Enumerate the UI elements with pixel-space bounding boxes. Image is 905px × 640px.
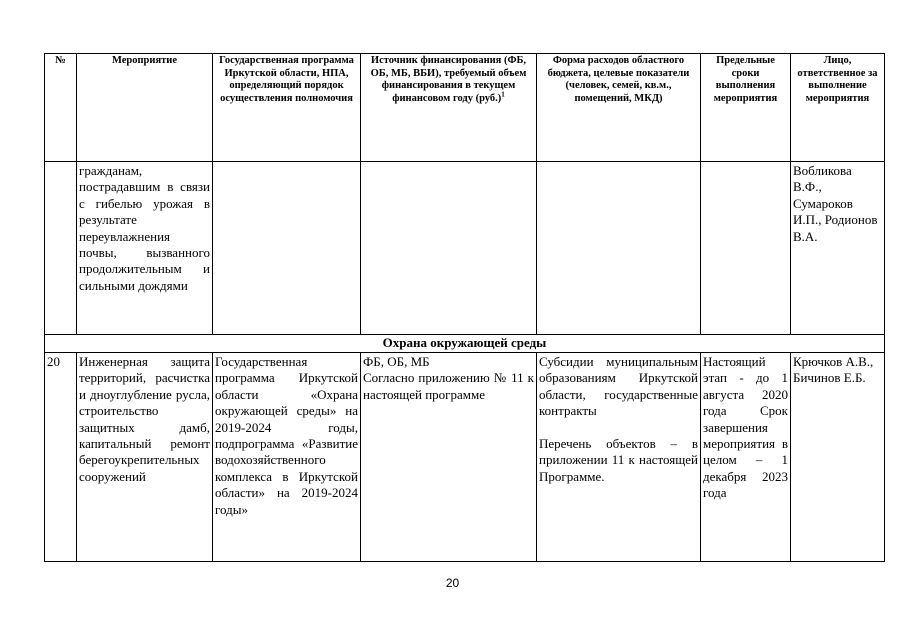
cell-number: 20 [45, 353, 77, 562]
header-funding-text: Источник финансирования (ФБ, ОБ, МБ, ВБИ), требуемый объем финансирования в текущем финансовом году (руб.) [370, 55, 527, 104]
cell-number [45, 162, 77, 335]
cell-form [537, 162, 701, 335]
header-person: Лицо, ответственное за выполнение мероприятия [791, 54, 885, 162]
table-row [45, 162, 885, 335]
header-event: Мероприятие [77, 54, 213, 162]
header-deadline: Предельные сроки выполнения мероприятия [701, 54, 791, 162]
cell-event: Инженерная защита территорий, расчистка и дноуглубление русла, строительство защитных дамб, капитальный ремонт берегоукрепительных сооружений [77, 353, 213, 562]
section-title: Охрана окружающей среды [45, 335, 885, 353]
table-row [45, 353, 885, 562]
cell-deadline: Настоящий этап - до 1 августа 2020 года Срок завершения мероприятия в целом – 1 декабря 2023 года [701, 353, 791, 562]
cell-funding: ФБ, ОБ, МБ Согласно приложению № 11 к настоящей программе [361, 353, 537, 562]
section-row [45, 335, 885, 353]
cell-funding [361, 162, 537, 335]
header-form: Форма расходов областного бюджета, целевые показатели (человек, семей, кв.м., помещений, МКД) [537, 54, 701, 162]
header-funding [361, 54, 537, 162]
cell-person: Крючков А.В., Бичинов Е.Б. [791, 353, 885, 562]
header-program: Государственная программа Иркутской области, НПА, определяющий порядок осуществления полномочия [213, 54, 361, 162]
cell-form: Субсидии муниципальным образованиям Иркутской области, государственные контракты Перечень объектов – в приложении 11 к настоящей Программе. [537, 353, 701, 562]
cell-event: гражданам, пострадавшим в связи с гибелью урожая в результате переувлажнения почвы, вызванного продолжительным и сильными дождями [77, 162, 213, 335]
header-funding-footnote: 1 [501, 90, 505, 98]
cell-person: Вобликова В.Ф., Сумароков И.П., Родионов В.А. [791, 162, 885, 335]
page-number: 20 [445, 576, 460, 590]
cell-program: Государственная программа Иркутской области «Охрана окружающей среды» на 2019-2024 годы, подпрограмма «Развитие водохозяйственного комплекса в Иркутской области» на 2019-2024 годы» [213, 353, 361, 562]
measures-table [44, 53, 885, 562]
cell-program [213, 162, 361, 335]
cell-deadline [701, 162, 791, 335]
header-number: № [45, 54, 77, 162]
header-row [45, 54, 885, 162]
